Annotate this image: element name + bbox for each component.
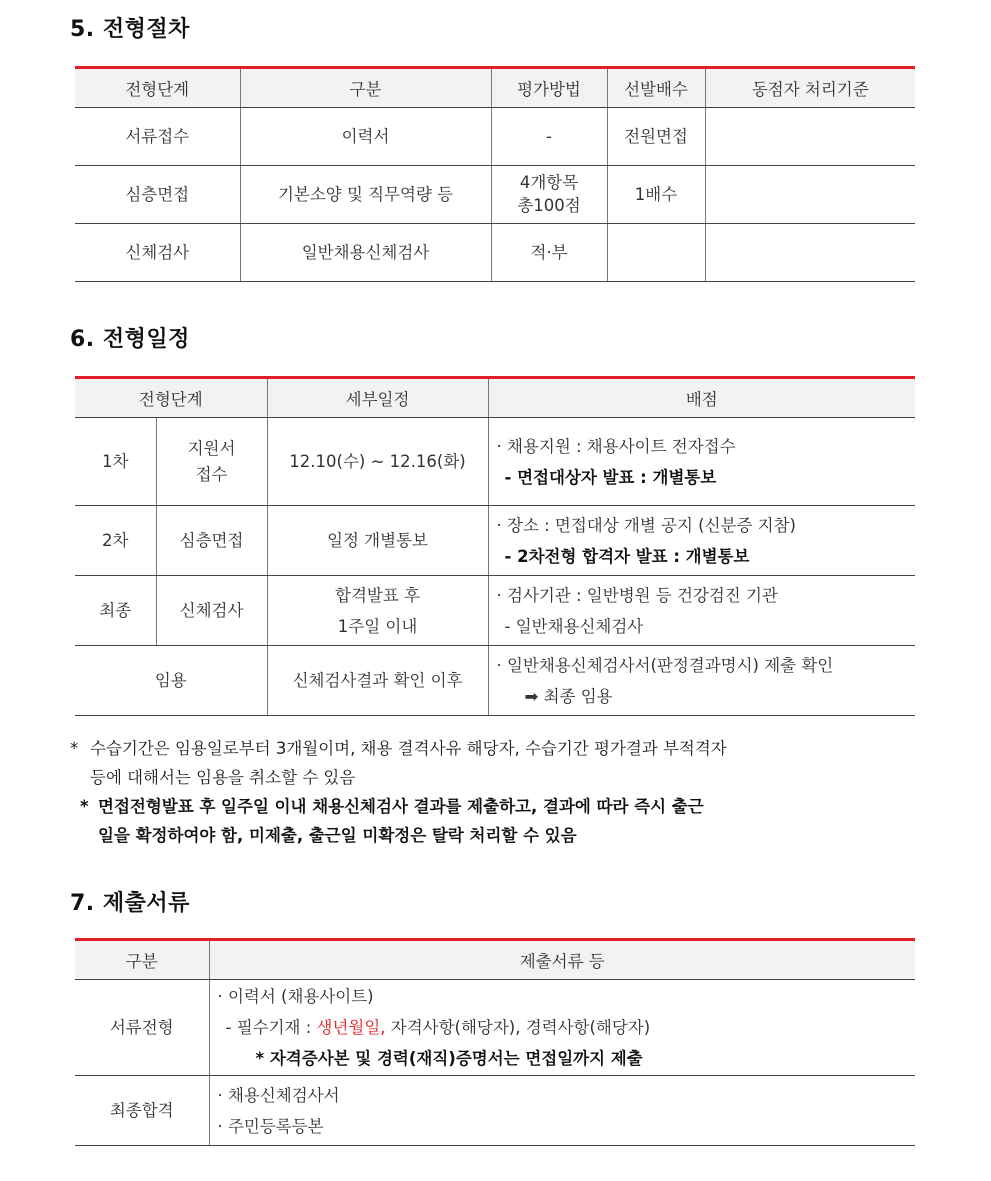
note-line: 일을 확정하여야 함, 미제출, 출근일 미확정은 탈락 처리할 수 있음: [98, 826, 577, 845]
schedule-cell: [267, 418, 488, 506]
column-header: 배점: [488, 378, 915, 418]
stage-line: 지원서: [187, 438, 236, 458]
table-row: [75, 646, 915, 716]
schedule-line: 12.10(수) ~ 12.16(화): [289, 451, 466, 471]
tie-cell: [705, 224, 915, 282]
method-line: 4개항목: [519, 173, 579, 193]
stage-cell: 심층면접: [75, 166, 240, 224]
detail-cell: [488, 418, 915, 506]
table-row: [75, 166, 915, 224]
round-cell: 1차: [75, 418, 156, 506]
detail-line: · 장소 : 면접대상 개별 공지 (신분증 지참): [496, 515, 796, 535]
column-header: 제출서류 등: [209, 940, 915, 980]
column-header: 선발배수: [607, 68, 705, 108]
column-header: 전형단계: [75, 68, 240, 108]
table-row: [75, 108, 915, 166]
method-cell: [491, 224, 607, 282]
section5-heading: 5. 전형절차: [70, 17, 190, 42]
schedule-cell: [267, 576, 488, 646]
selection-schedule-table: [75, 376, 915, 716]
note-line: 수습기간은 임용일로부터 3개월이며, 채용 결격사유 해당자, 수습기간 평가결과 부적격자: [90, 739, 727, 758]
detail-cell: [488, 646, 915, 716]
document-line: · 채용신체검사서: [217, 1085, 340, 1105]
method-line: 적·부: [530, 242, 568, 262]
schedule-line: 일정 개별통보: [327, 530, 428, 550]
column-header: 동점자 처리기준: [705, 68, 915, 108]
round-cell: 2차: [75, 506, 156, 576]
detail-line: · 검사기관 : 일반병원 등 건강검진 기관: [496, 585, 778, 605]
table-header-row: [75, 940, 915, 980]
table-header-row: [75, 68, 915, 108]
category-cell: 이력서: [240, 108, 491, 166]
column-header: 구분: [240, 68, 491, 108]
stage-line: 심층면접: [179, 530, 244, 550]
table-row: [75, 576, 915, 646]
schedule-line: 합격발표 후: [335, 585, 420, 605]
asterisk-icon: *: [80, 797, 89, 816]
selection-procedure-table: [75, 66, 915, 282]
tie-cell: [705, 108, 915, 166]
detail-line: · 일반채용신체검사서(판정결과명시) 제출 확인: [496, 655, 834, 675]
column-header: 구분: [75, 940, 209, 980]
method-cell: [491, 108, 607, 166]
notes-block: [68, 734, 920, 850]
table-row: [75, 980, 915, 1076]
document-line: [218, 1012, 916, 1043]
column-header: 평가방법: [491, 68, 607, 108]
category-cell: 일반채용신체검사: [240, 224, 491, 282]
method-cell: [491, 166, 607, 224]
section6-heading: 6. 전형일정: [70, 327, 190, 352]
document-line: · 주민등록등본: [217, 1116, 324, 1136]
schedule-line: 1주일 이내: [337, 616, 418, 636]
detail-line: · 채용지원 : 채용사이트 전자접수: [496, 436, 736, 456]
ratio-cell: 1배수: [607, 166, 705, 224]
stage-line: 신체검사: [179, 600, 244, 620]
detail-line: - 일반채용신체검사: [504, 616, 644, 636]
tie-cell: [705, 166, 915, 224]
detail-line: - 면접대상자 발표 : 개별통보: [504, 467, 717, 487]
category-cell: 서류전형: [75, 980, 209, 1076]
table-row: [75, 506, 915, 576]
category-cell: 기본소양 및 직무역량 등: [240, 166, 491, 224]
round-cell: 임용: [75, 646, 267, 716]
stage-cell: [156, 506, 267, 576]
column-header: 전형단계: [75, 378, 267, 418]
stage-cell: [156, 576, 267, 646]
note-line: 등에 대해서는 임용을 취소할 수 있음: [90, 768, 356, 787]
table-row: [75, 1076, 915, 1146]
method-line: 총100점: [517, 195, 581, 215]
round-cell: 최종: [75, 576, 156, 646]
table-header-row: [75, 378, 915, 418]
asterisk-icon: *: [70, 739, 79, 758]
detail-cell: [488, 506, 915, 576]
method-line: -: [546, 126, 552, 146]
document-note: * 자격증사본 및 경력(재직)증명서는 면접일까지 제출: [255, 1049, 643, 1068]
documents-cell: [209, 980, 915, 1076]
note: [68, 792, 920, 850]
stage-cell: [156, 418, 267, 506]
detail-line: ➡ 최종 임용: [524, 686, 613, 706]
category-cell: 최종합격: [75, 1076, 209, 1146]
section7-heading: 7. 제출서류: [70, 891, 190, 916]
schedule-cell: [267, 646, 488, 716]
schedule-cell: [267, 506, 488, 576]
note-line: 면접전형발표 후 일주일 이내 채용신체검사 결과를 제출하고, 결과에 따라 즉시 출근: [98, 797, 704, 816]
detail-line: - 2차전형 합격자 발표 : 개별통보: [504, 546, 750, 566]
document-line-suffix: 자격사항(해당자), 경력사항(해당자): [385, 1018, 651, 1037]
stage-cell: 신체검사: [75, 224, 240, 282]
note: [68, 734, 920, 792]
document-line: · 이력서 (채용사이트): [217, 987, 374, 1006]
ratio-cell: 전원면접: [607, 108, 705, 166]
ratio-cell: [607, 224, 705, 282]
schedule-line: 신체검사결과 확인 이후: [292, 670, 463, 690]
required-documents-table: [75, 938, 915, 1146]
documents-cell: [209, 1076, 915, 1146]
stage-line: 접수: [195, 464, 228, 484]
highlight-text: 생년월일,: [316, 1018, 386, 1037]
table-row: [75, 224, 915, 282]
stage-cell: 서류접수: [75, 108, 240, 166]
column-header: 세부일정: [267, 378, 488, 418]
document-line-prefix: - 필수기재 :: [225, 1018, 317, 1037]
table-row: [75, 418, 915, 506]
detail-cell: [488, 576, 915, 646]
